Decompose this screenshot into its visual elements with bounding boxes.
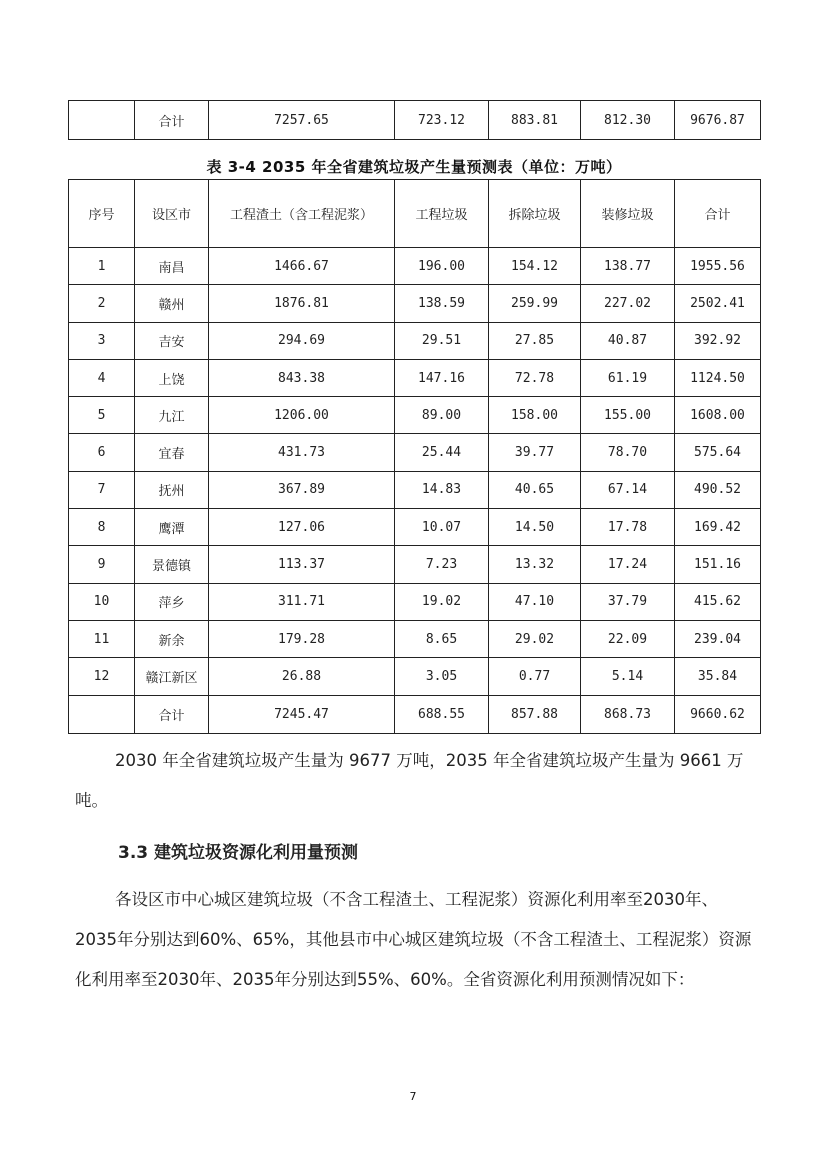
table-cell: 9 <box>69 546 135 583</box>
table-cell: 868.73 <box>581 695 675 733</box>
table-row <box>69 471 761 508</box>
table-cell: 10 <box>69 583 135 620</box>
header-cell: 设区市 <box>135 180 209 248</box>
table-cell: 1608.00 <box>675 397 761 434</box>
table-cell: 7245.47 <box>209 695 395 733</box>
table-cell: 179.28 <box>209 620 395 657</box>
table-cell <box>69 101 135 140</box>
table-cell: 19.02 <box>395 583 489 620</box>
table-row <box>69 248 761 285</box>
table-cell: 883.81 <box>489 101 581 140</box>
table-cell: 2502.41 <box>675 285 761 322</box>
city-cell: 宜春 <box>135 434 209 471</box>
table-cell: 3 <box>69 322 135 359</box>
table-cell: 17.78 <box>581 509 675 546</box>
table-cell: 147.16 <box>395 359 489 396</box>
table-row <box>69 322 761 359</box>
city-cell: 景德镇 <box>135 546 209 583</box>
table-header-row <box>69 180 761 248</box>
table-cell: 7.23 <box>395 546 489 583</box>
table-cell: 1466.67 <box>209 248 395 285</box>
paragraph-2030-2035-output <box>75 741 755 821</box>
table-cell: 1124.50 <box>675 359 761 396</box>
table-cell: 415.62 <box>675 583 761 620</box>
forecast-table <box>68 179 761 734</box>
table-cell: 27.85 <box>489 322 581 359</box>
header-cell: 拆除垃圾 <box>489 180 581 248</box>
table-cell: 47.10 <box>489 583 581 620</box>
table-row <box>69 434 761 471</box>
table-cell: 29.02 <box>489 620 581 657</box>
city-cell: 赣江新区 <box>135 658 209 695</box>
city-cell: 新余 <box>135 620 209 657</box>
city-cell: 鹰潭 <box>135 509 209 546</box>
table-cell: 7257.65 <box>209 101 395 140</box>
table-cell: 1 <box>69 248 135 285</box>
table-cell: 22.09 <box>581 620 675 657</box>
table-cell: 26.88 <box>209 658 395 695</box>
city-cell: 萍乡 <box>135 583 209 620</box>
table-cell: 89.00 <box>395 397 489 434</box>
table-cell: 154.12 <box>489 248 581 285</box>
table-cell: 14.50 <box>489 509 581 546</box>
table-cell: 40.65 <box>489 471 581 508</box>
table-cell: 259.99 <box>489 285 581 322</box>
table-cell: 35.84 <box>675 658 761 695</box>
table-cell: 25.44 <box>395 434 489 471</box>
city-cell: 赣州 <box>135 285 209 322</box>
table-cell: 227.02 <box>581 285 675 322</box>
table-cell: 14.83 <box>395 471 489 508</box>
table-cell: 311.71 <box>209 583 395 620</box>
table-cell: 723.12 <box>395 101 489 140</box>
table-row <box>69 101 761 140</box>
table-cell: 40.87 <box>581 322 675 359</box>
table-cell: 29.51 <box>395 322 489 359</box>
table-cell: 9676.87 <box>675 101 761 140</box>
header-cell: 工程渣土（含工程泥浆） <box>209 180 395 248</box>
table-cell: 155.00 <box>581 397 675 434</box>
table-total-row <box>69 695 761 733</box>
table-cell: 294.69 <box>209 322 395 359</box>
table-cell: 490.52 <box>675 471 761 508</box>
table-cell: 37.79 <box>581 583 675 620</box>
table-cell: 392.92 <box>675 322 761 359</box>
table-cell: 2 <box>69 285 135 322</box>
table-cell: 17.24 <box>581 546 675 583</box>
table-cell: 1206.00 <box>209 397 395 434</box>
table-cell: 169.42 <box>675 509 761 546</box>
city-cell: 九江 <box>135 397 209 434</box>
table-cell: 11 <box>69 620 135 657</box>
city-cell: 上饶 <box>135 359 209 396</box>
table-cell: 10.07 <box>395 509 489 546</box>
table-cell: 138.59 <box>395 285 489 322</box>
table-cell: 843.38 <box>209 359 395 396</box>
city-cell: 抚州 <box>135 471 209 508</box>
header-cell: 工程垃圾 <box>395 180 489 248</box>
table-cell: 3.05 <box>395 658 489 695</box>
previous-table-total <box>68 100 761 140</box>
table-row <box>69 583 761 620</box>
table-cell: 857.88 <box>489 695 581 733</box>
header-cell: 装修垃圾 <box>581 180 675 248</box>
table-cell: 138.77 <box>581 248 675 285</box>
table-row <box>69 285 761 322</box>
header-cell: 合计 <box>675 180 761 248</box>
header-cell: 序号 <box>69 180 135 248</box>
table-cell: 151.16 <box>675 546 761 583</box>
table-cell: 61.19 <box>581 359 675 396</box>
table-cell: 431.73 <box>209 434 395 471</box>
table-cell: 7 <box>69 471 135 508</box>
table-cell: 78.70 <box>581 434 675 471</box>
table-cell: 575.64 <box>675 434 761 471</box>
table-row <box>69 509 761 546</box>
city-cell: 吉安 <box>135 322 209 359</box>
table-cell: 1876.81 <box>209 285 395 322</box>
table-row <box>69 546 761 583</box>
table-cell: 39.77 <box>489 434 581 471</box>
section-heading: 3.3 建筑垃圾资源化利用量预测 <box>118 843 359 863</box>
table-row <box>69 620 761 657</box>
table-cell: 8 <box>69 509 135 546</box>
paragraph-text: 各设区市中心城区建筑垃圾（不含工程渣土、工程泥浆）资源化利用率至2030年、2035年分别达到60%、65%，其他县市中心城区建筑垃圾（不含工程渣土、工程泥浆）资源化利用率至2030年、2035年分别达到55%、60%。全省资源化利用预测情况如下： <box>75 890 752 989</box>
table-cell: 196.00 <box>395 248 489 285</box>
table-cell: 113.37 <box>209 546 395 583</box>
table-row <box>69 658 761 695</box>
table-cell: 1955.56 <box>675 248 761 285</box>
table-cell: 67.14 <box>581 471 675 508</box>
table-cell: 12 <box>69 658 135 695</box>
table-cell: 5.14 <box>581 658 675 695</box>
table-cell: 8.65 <box>395 620 489 657</box>
table-cell: 812.30 <box>581 101 675 140</box>
table-cell: 6 <box>69 434 135 471</box>
table-cell: 13.32 <box>489 546 581 583</box>
table-cell: 72.78 <box>489 359 581 396</box>
table-cell: 0.77 <box>489 658 581 695</box>
table-cell: 367.89 <box>209 471 395 508</box>
table-cell: 5 <box>69 397 135 434</box>
paragraph-resource-utilization <box>75 880 755 1000</box>
table-cell: 688.55 <box>395 695 489 733</box>
table-caption: 表 3-4 2035 年全省建筑垃圾产生量预测表（单位：万吨） <box>206 158 622 176</box>
page-number: 7 <box>409 1090 417 1103</box>
table-row <box>69 397 761 434</box>
table-cell: 9660.62 <box>675 695 761 733</box>
paragraph-text: 2030 年全省建筑垃圾产生量为 9677 万吨，2035 年全省建筑垃圾产生量为 9661 万吨。 <box>75 751 744 810</box>
table-cell: 4 <box>69 359 135 396</box>
table-row <box>69 359 761 396</box>
table-cell <box>69 695 135 733</box>
total-label: 合计 <box>135 101 209 140</box>
table-cell: 239.04 <box>675 620 761 657</box>
city-cell: 南昌 <box>135 248 209 285</box>
table-cell: 127.06 <box>209 509 395 546</box>
total-label: 合计 <box>135 695 209 733</box>
table-cell: 158.00 <box>489 397 581 434</box>
